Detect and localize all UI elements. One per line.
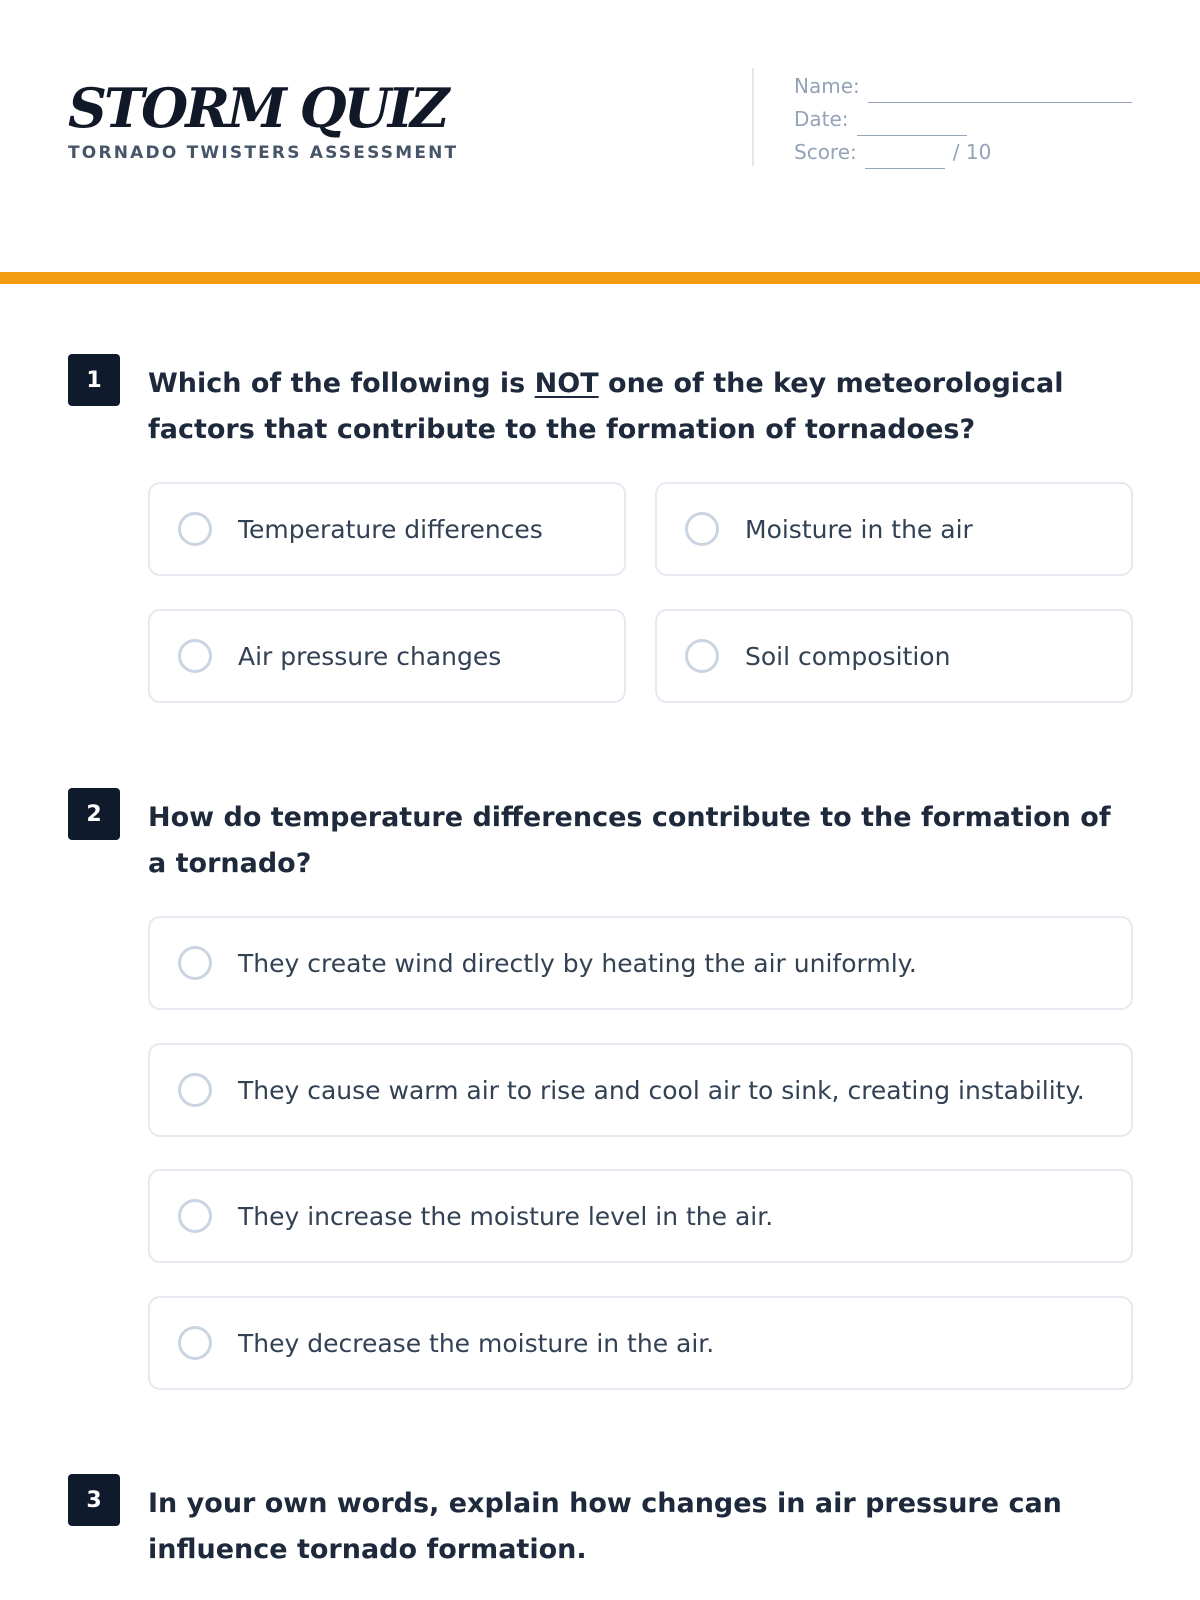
option-label: They increase the moisture level in the air. [238,1201,774,1231]
question-text [148,361,1138,453]
radio-button[interactable] [178,639,212,673]
answer-option[interactable] [148,1169,1133,1263]
student-info [794,70,1134,169]
date-label: Date: [794,107,849,131]
option-label: Air pressure changes [238,641,502,671]
question-text: In your own words, explain how changes in air pressure can influence tornado formation. [148,1488,1062,1565]
question-number-badge: 3 [68,1474,120,1526]
header-divider [752,68,754,166]
name-row [794,70,1134,103]
answer-option[interactable] [148,1043,1133,1137]
radio-button[interactable] [178,946,212,980]
answer-option[interactable] [655,482,1133,576]
quiz-title: STORM QUIZ [68,76,447,140]
answer-option[interactable] [148,1296,1133,1390]
date-blank[interactable] [857,113,967,136]
radio-button[interactable] [178,1199,212,1233]
radio-button[interactable] [685,512,719,546]
option-label: They create wind directly by heating the air uniformly. [238,948,917,978]
radio-button[interactable] [685,639,719,673]
radio-button[interactable] [178,512,212,546]
option-label: Soil composition [745,641,951,671]
score-row [794,136,1134,169]
name-label: Name: [794,74,860,98]
name-blank[interactable] [868,80,1132,103]
score-blank[interactable] [865,146,945,169]
answer-option[interactable] [148,482,626,576]
option-label: Moisture in the air [745,514,973,544]
question-text-part: Which of the following is [148,368,535,399]
option-label: They decrease the moisture in the air. [238,1328,715,1358]
score-label: Score: [794,140,857,164]
radio-button[interactable] [178,1326,212,1360]
answer-option[interactable] [148,916,1133,1010]
quiz-subtitle: TORNADO TWISTERS ASSESSMENT [68,143,459,163]
question-number-badge: 1 [68,354,120,406]
option-label: Temperature differences [238,514,543,544]
question-emphasis: NOT [534,368,599,399]
answer-option[interactable] [148,609,626,703]
quiz-header [0,0,1200,272]
radio-button[interactable] [178,1073,212,1107]
score-total: / 10 [952,140,992,164]
accent-divider [0,272,1200,284]
option-label: They cause warm air to rise and cool air to sink, creating instability. [238,1075,1085,1105]
question-text-part: one of the key meteorological factors that contribute to the formation of tornadoes? [148,368,1064,445]
question-number-badge: 2 [68,788,120,840]
date-row [794,103,1134,136]
question-text: How do temperature differences contribute to the formation of a tornado? [148,802,1111,879]
answer-option[interactable] [655,609,1133,703]
